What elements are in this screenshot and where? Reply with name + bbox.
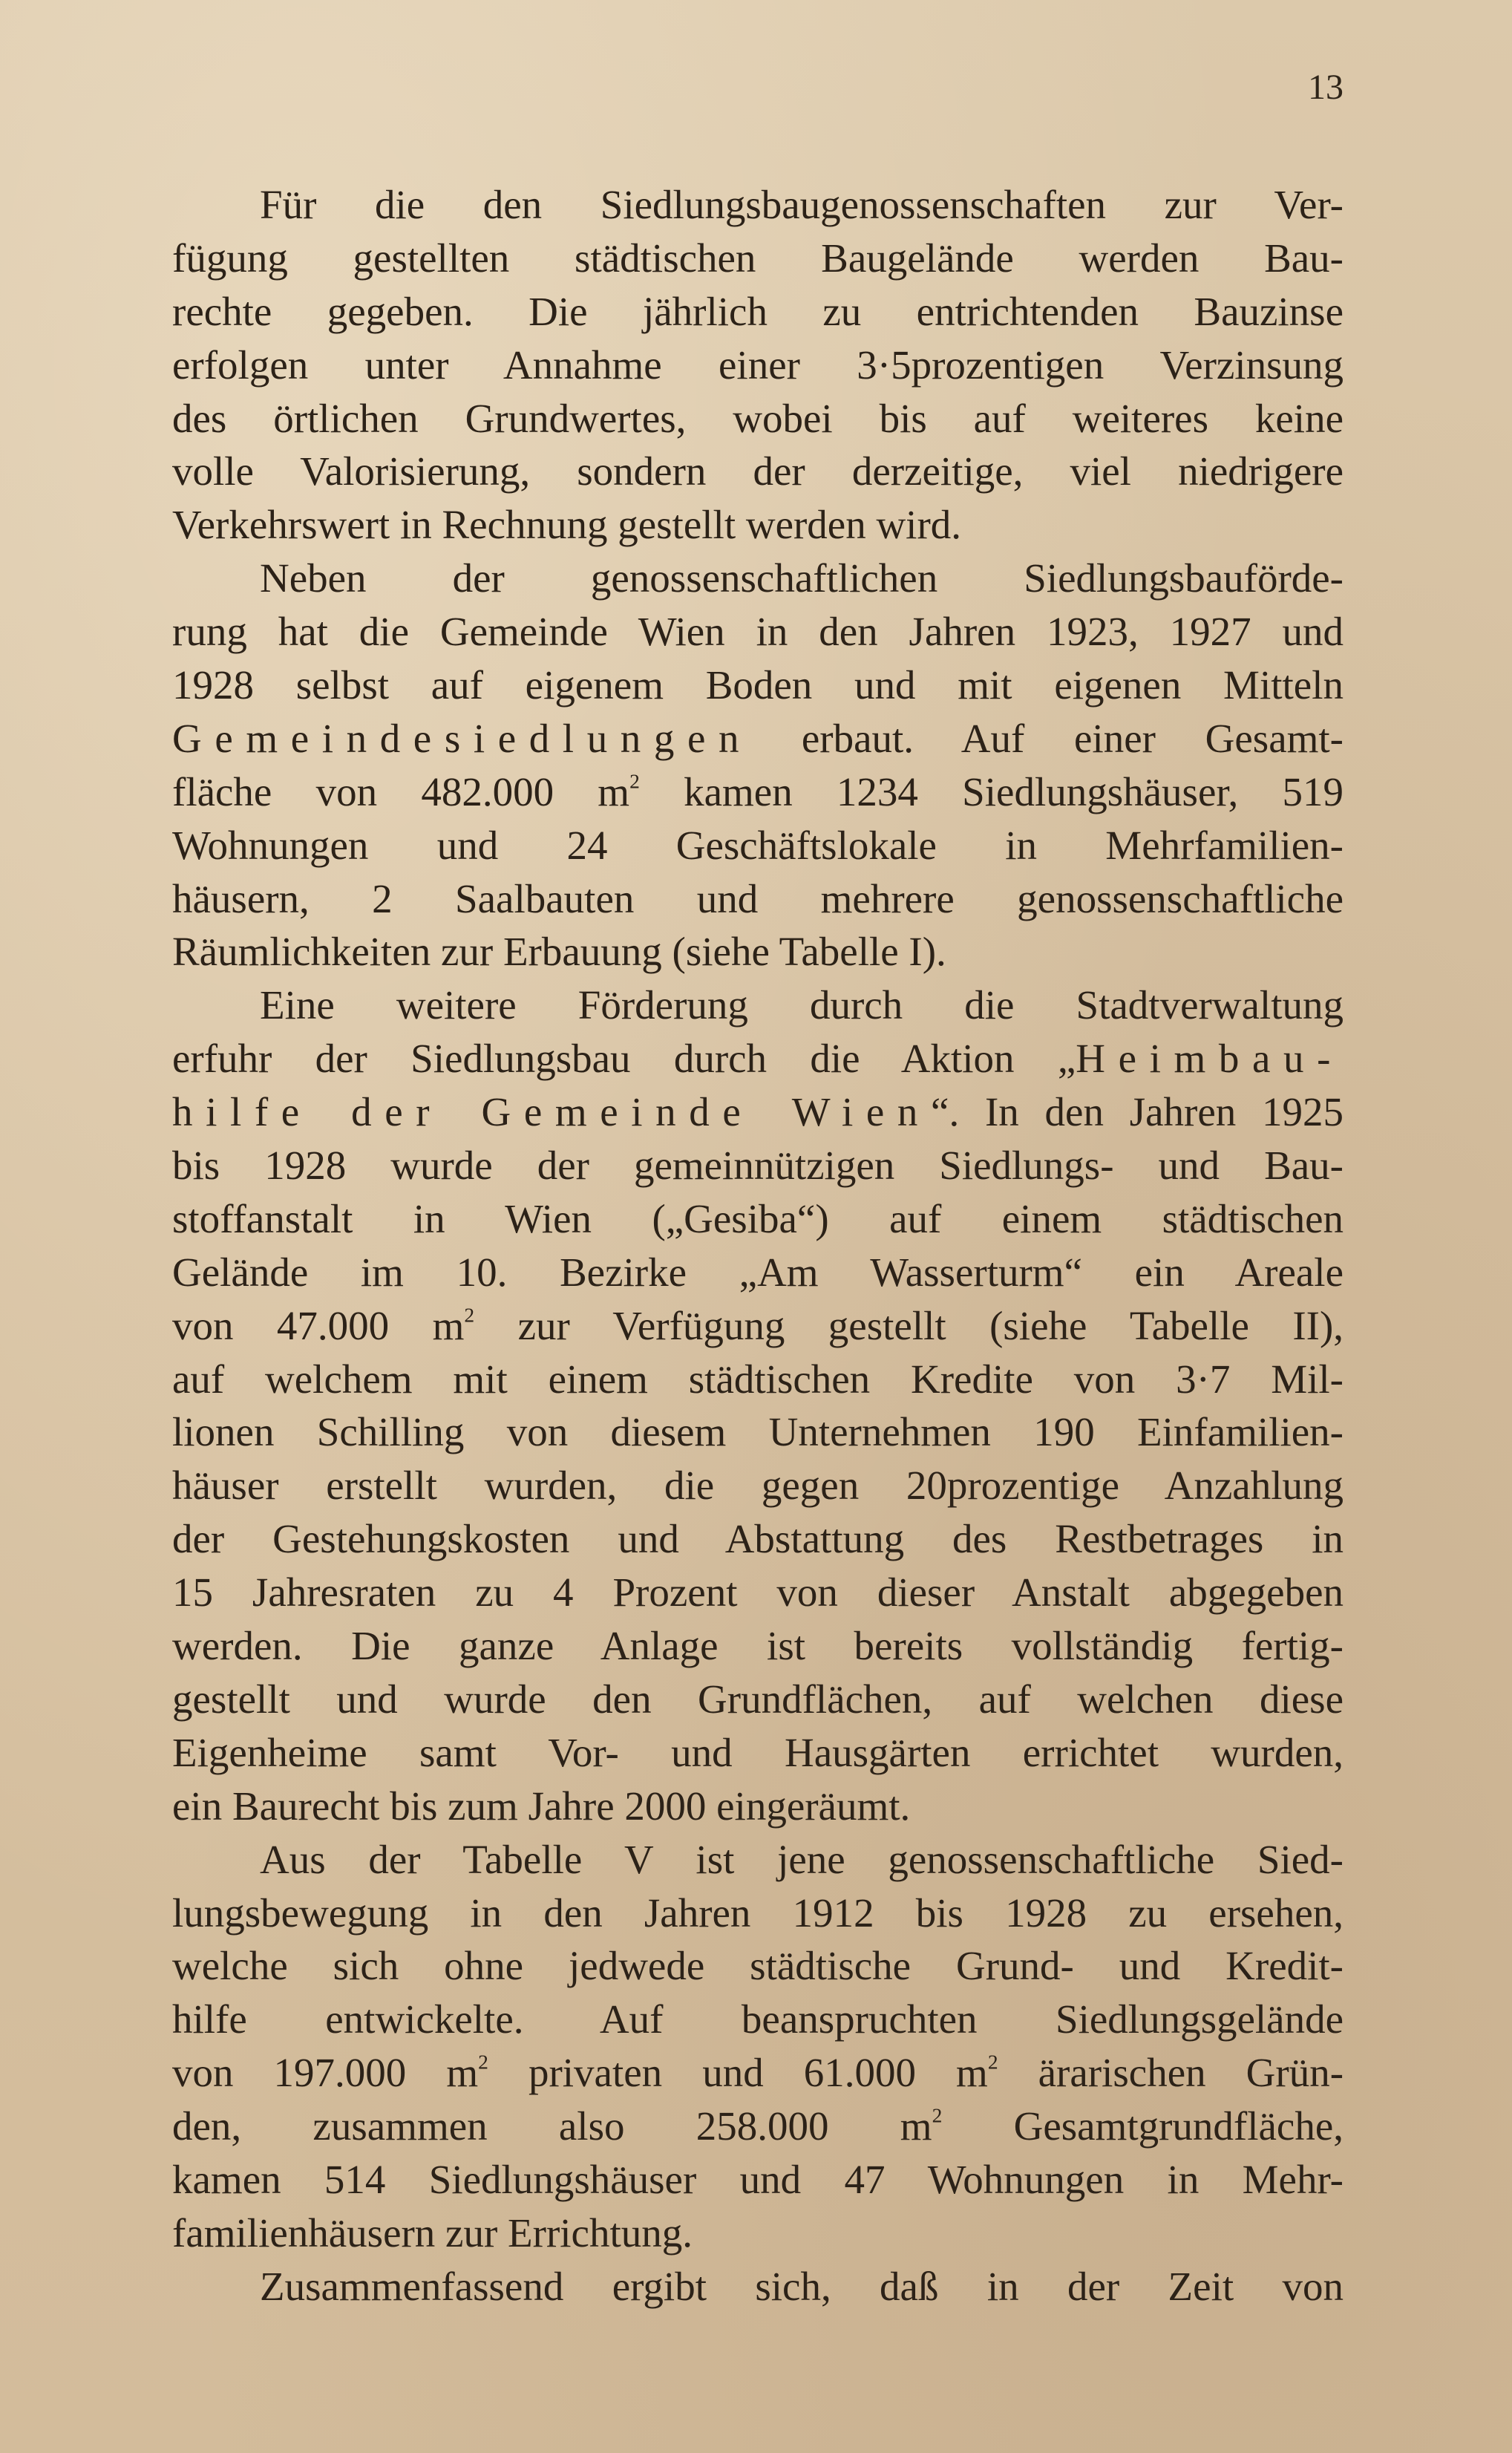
superscript: 2: [932, 2103, 943, 2127]
text-line: 1928 selbst auf eigenem Boden und mit eigenen Mitteln: [172, 662, 1344, 708]
text-line: Zusammenfassend ergibt sich, daß in der Zeit von: [260, 2263, 1344, 2309]
body-text: [172, 178, 1344, 2313]
page-number: 13: [1308, 68, 1344, 107]
paragraph: [172, 178, 1344, 552]
text-run: privaten und 61.000 m: [488, 2050, 988, 2096]
text-line: rung hat die Gemeinde Wien in den Jahren 1923, 1927 und: [172, 609, 1344, 655]
text-line: kamen 514 Siedlungshäuser und 47 Wohnungen in Mehr-: [172, 2156, 1344, 2202]
text-run: den, zusammen also 258.000 m: [172, 2103, 932, 2149]
paragraph: [172, 552, 1344, 979]
text-run: zur Verfügung gestellt (siehe Tabelle II),: [474, 1302, 1344, 1348]
text-line: lungsbewegung in den Jahren 1912 bis 1928 zu ersehen,: [172, 1889, 1344, 1936]
text-line: des örtlichen Grundwertes, wobei bis auf weiteres keine: [172, 395, 1344, 441]
text-line: hilfe entwickelte. Auf beanspruchten Siedlungsgelände: [172, 1996, 1344, 2042]
text-line: Neben der genossenschaftlichen Siedlungsbauförde-: [260, 555, 1344, 601]
text-line: lionen Schilling von diesem Unternehmen 190 Einfamilien-: [172, 1409, 1344, 1455]
text-line: fügung gestellten städtischen Baugelände werden Bau-: [172, 235, 1344, 281]
text-line: familienhäusern zur Errichtung.: [172, 2209, 693, 2256]
text-line: volle Valorisierung, sondern der derzeitige, viel niedrigere: [172, 448, 1344, 494]
text-line: [172, 765, 1344, 819]
spaced-emphasis: Gemeindesiedlungen: [172, 715, 753, 761]
text-line: häuser erstellt wurden, die gegen 20prozentige Anzahlung: [172, 1463, 1344, 1509]
text-run: ärarischen Grün-: [998, 2050, 1344, 2096]
superscript: 2: [629, 769, 640, 793]
text-line: Gelände im 10. Bezirke „Am Wasserturm“ ein Areale: [172, 1249, 1344, 1295]
text-line: welche sich ohne jedwede städtische Grund- und Kredit-: [172, 1943, 1344, 1989]
text-run: von 47.000 m: [172, 1302, 465, 1348]
text-line: [172, 2100, 1344, 2153]
text-line: Aus der Tabelle V ist jene genossenschaftliche Sied-: [260, 1836, 1344, 1882]
text-line: [172, 712, 1344, 765]
text-line: [172, 1085, 1344, 1139]
text-line: stoffanstalt in Wien („Gesiba“) auf einem städtischen: [172, 1195, 1344, 1241]
paragraph: [172, 1833, 1344, 2260]
text-line: [172, 2046, 1344, 2100]
text-line: [172, 1299, 1344, 1353]
text-run: “. In den Jahren 1925: [931, 1089, 1344, 1135]
text-run: fläche von 482.000 m: [172, 768, 630, 814]
text-line: [172, 979, 1344, 1032]
superscript: 2: [478, 2050, 488, 2074]
text-line: auf welchem mit einem städtischen Kredite von 3·7 Mil-: [172, 1356, 1344, 1402]
text-run: Eine weitere Förderung durch die Stadtverwaltung: [260, 982, 1344, 1028]
superscript: 2: [987, 2050, 998, 2074]
text-line: Wohnungen und 24 Geschäftslokale in Mehrfamilien-: [172, 822, 1344, 868]
superscript: 2: [464, 1303, 475, 1327]
spaced-emphasis: hilfe der Gemeinde Wien: [172, 1089, 932, 1135]
paragraph: [172, 2260, 1344, 2313]
text-run: Gesamtgrundfläche,: [942, 2103, 1344, 2149]
text-line: der Gestehungskosten und Abstattung des Restbetrages in: [172, 1516, 1344, 1562]
text-run: erfuhr der Siedlungsbau durch die Aktion „: [172, 1036, 1076, 1082]
text-line: Für die den Siedlungsbaugenossenschaften zur Ver-: [260, 182, 1344, 227]
text-line: Verkehrswert in Rechnung gestellt werden wird.: [172, 502, 962, 548]
text-line: ein Baurecht bis zum Jahre 2000 eingeräumt.: [172, 1783, 911, 1829]
text-line: rechte gegeben. Die jährlich zu entrichtenden Bauzinse: [172, 288, 1344, 334]
spaced-emphasis: Heimbau-: [1076, 1036, 1344, 1082]
text-line: werden. Die ganze Anlage ist bereits vollständig fertig-: [172, 1623, 1344, 1669]
text-line: Eigenheime samt Vor- und Hausgärten errichtet wurden,: [172, 1729, 1344, 1775]
text-line: gestellt und wurde den Grundflächen, auf welchen diese: [172, 1676, 1344, 1722]
text-run: von 197.000 m: [172, 2050, 479, 2096]
text-line: häusern, 2 Saalbauten und mehrere genossenschaftliche: [172, 875, 1344, 921]
text-line: [172, 1032, 1344, 1085]
text-run: kamen 1234 Siedlungshäuser, 519: [639, 768, 1344, 814]
text-line: Räumlichkeiten zur Erbauung (siehe Tabelle I).: [172, 929, 946, 975]
text-line: erfolgen unter Annahme einer 3·5prozentigen Verzinsung: [172, 342, 1344, 388]
text-line: 15 Jahresraten zu 4 Prozent von dieser Anstalt abgegeben: [172, 1570, 1344, 1616]
text-line: bis 1928 wurde der gemeinnützigen Siedlungs- und Bau-: [172, 1143, 1344, 1189]
paragraph: [172, 979, 1344, 1832]
text-run: erbaut. Auf einer Gesamt-: [752, 715, 1344, 761]
